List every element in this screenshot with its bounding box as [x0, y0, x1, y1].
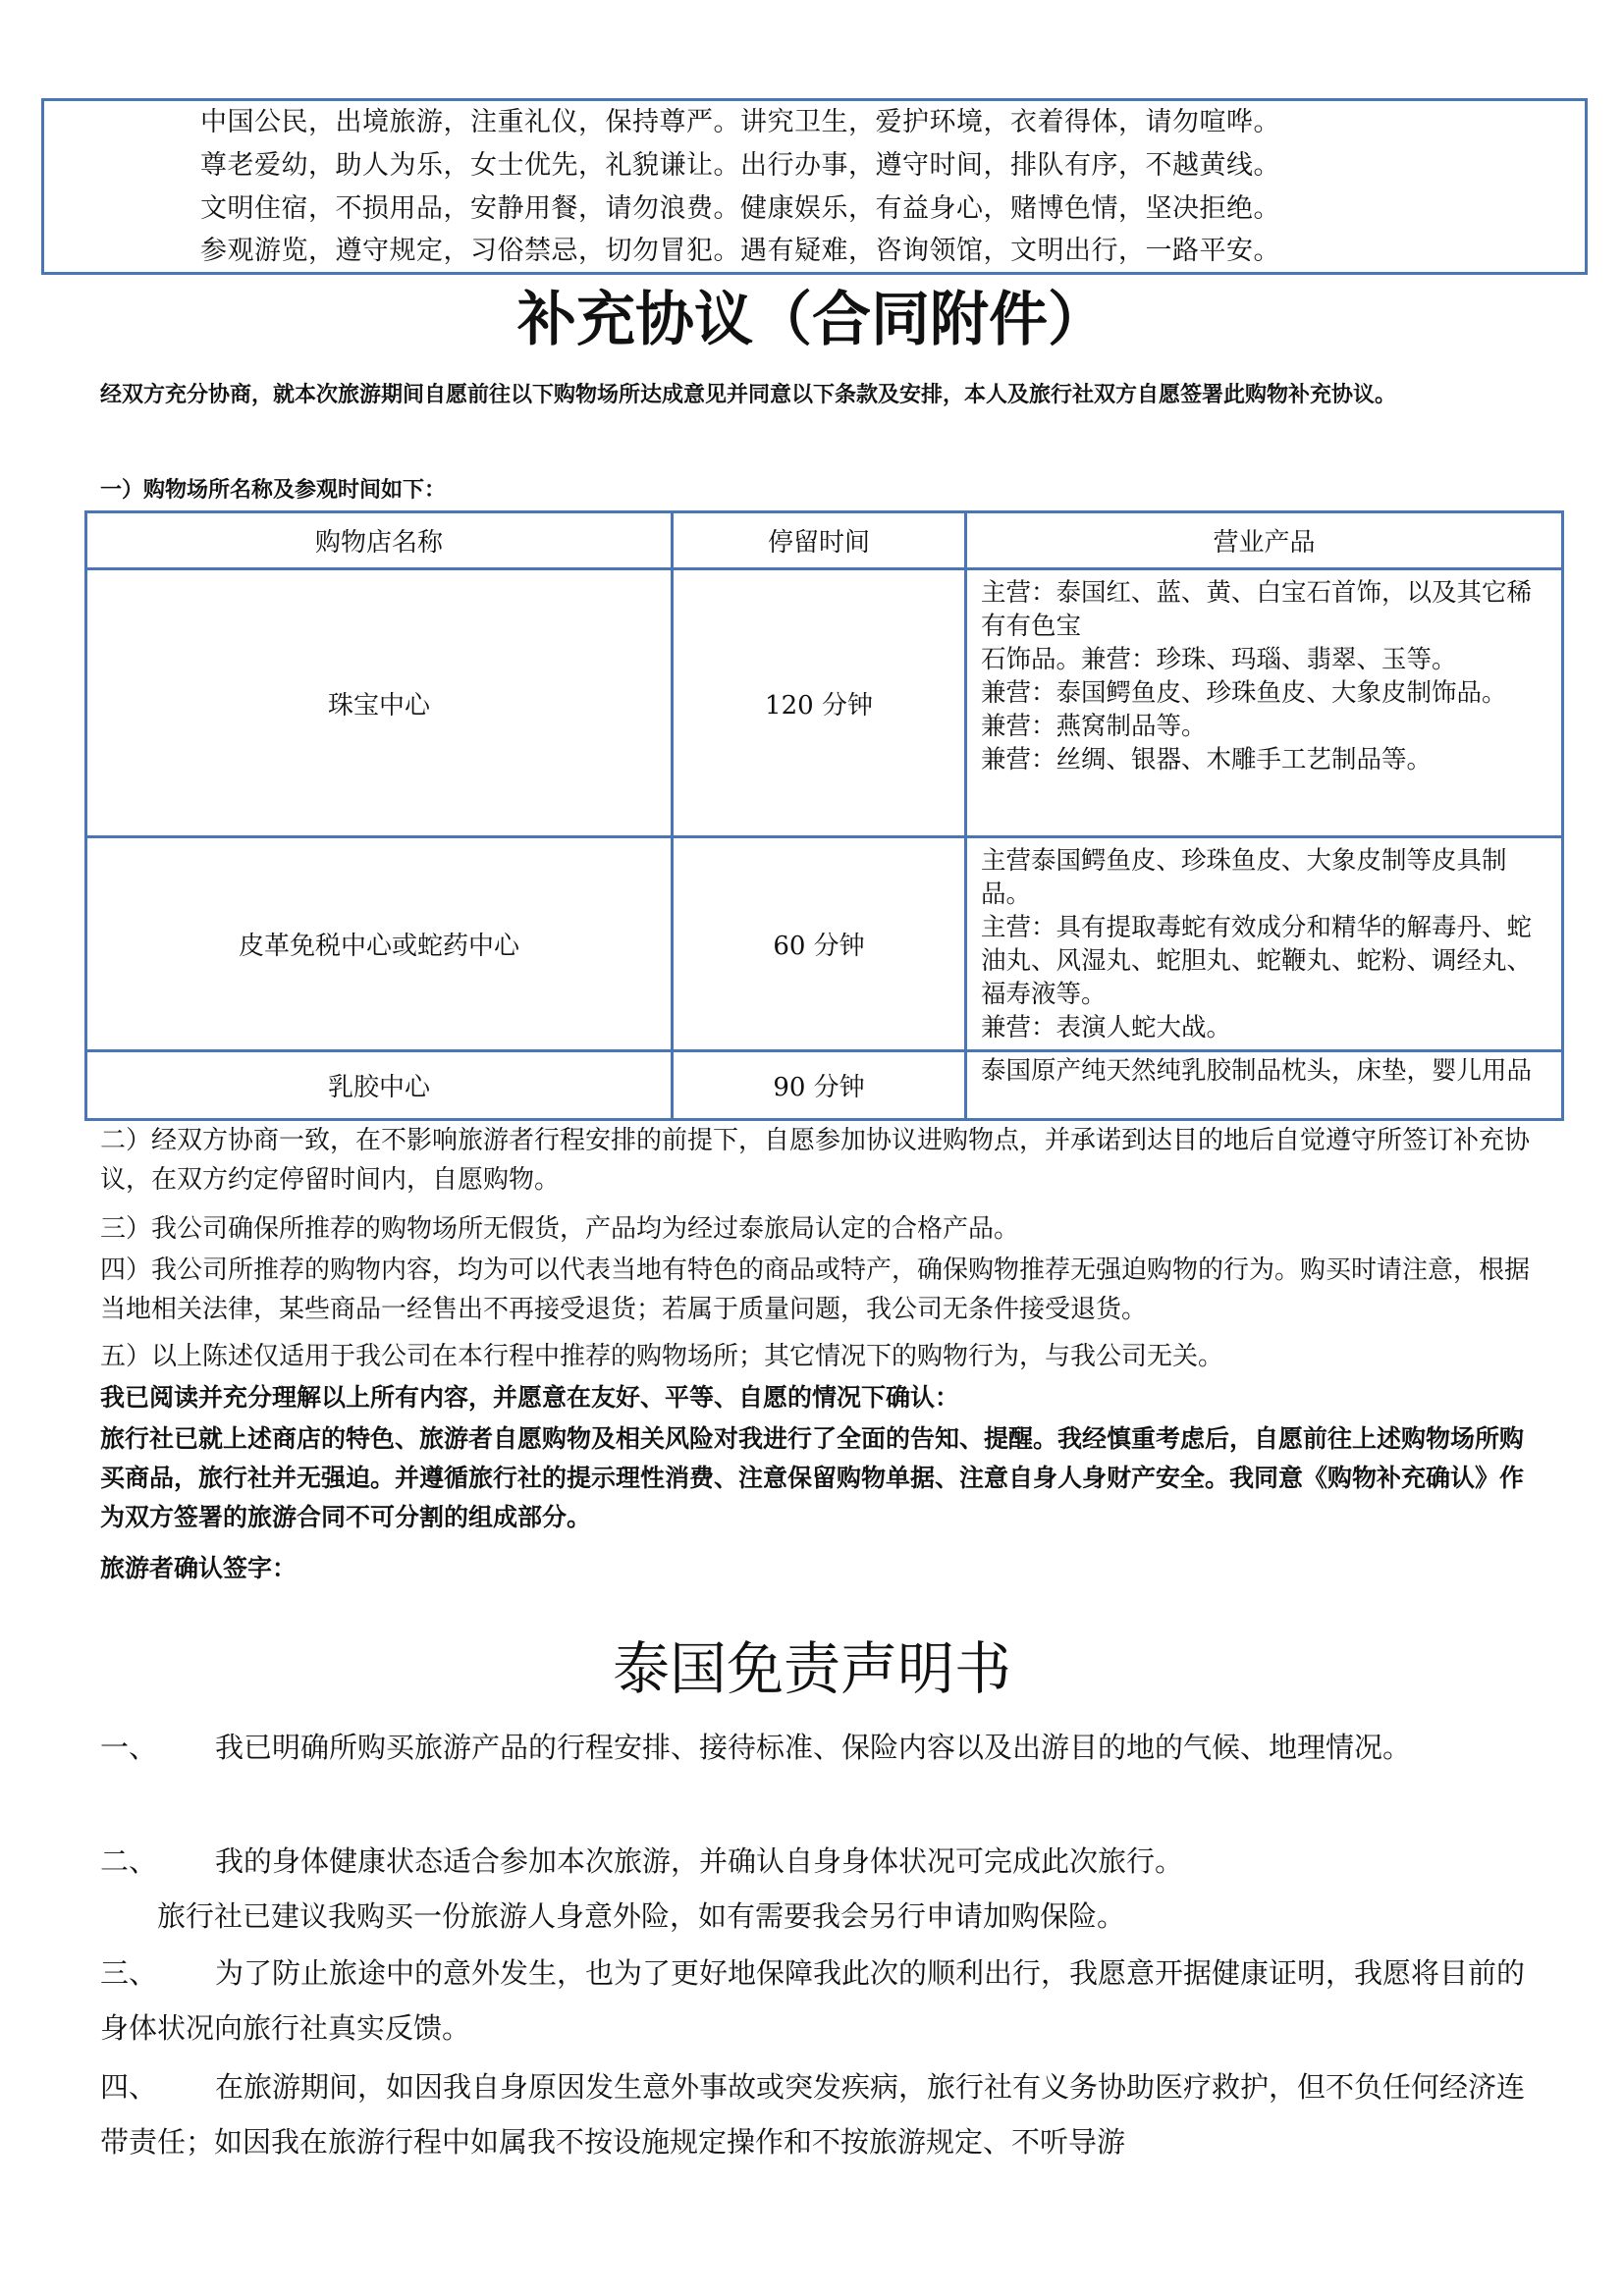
item-number: 二、: [100, 1844, 158, 1878]
product-line: 泰国原产纯天然纯乳胶制品枕头，床垫，婴儿用品: [981, 1056, 1533, 1086]
confirm-body: 旅行社已就上述商店的特色、旅游者自愿购物及相关风险对我进行了全面的告知、提醒。我经慎重考虑后，自愿前往上述购物场所购买商品，旅行社并无强迫。并遵循旅行社的提示理性消费、注意保留购物单据、注意自身人身财产安全。我同意《购物补充确认》作为双方签署的旅游合同不可分割的组成部分。: [100, 1424, 1525, 1531]
product-line: 兼营：泰国鳄鱼皮、珍珠鱼皮、大象皮制饰品。: [981, 678, 1507, 708]
shopping-table: [84, 510, 1564, 1121]
item-number: 四、: [100, 2070, 158, 2104]
item-text: 在旅游期间，如因我自身原因发生意外事故或突发疾病，旅行社有义务协助医疗救护，但不负任何经济连带责任；如因我在旅游行程中如属我不按设施规定操作和不按旅游规定、不听导游: [100, 2070, 1526, 2159]
disclaimer-title: 泰国免责声明书: [612, 1635, 1011, 1702]
confirm-heading: 我已阅读并充分理解以上所有内容，并愿意在友好、平等、自愿的情况下确认：: [100, 1383, 960, 1412]
table-row: [86, 1051, 1563, 1120]
header-shop-name: 购物店名称: [86, 512, 673, 569]
clause-4: 四）我公司所推荐的购物内容，均为可以代表当地有特色的商品或特产，确保购物推荐无强迫购物的行为。购买时请注意，根据当地相关法律，某些商品一经售出不再接受退货；若属于质量问题，我公司无条件接受退货。: [100, 1255, 1531, 1324]
shop-time: 90 分钟: [673, 1051, 966, 1120]
shop-time: 120 分钟: [673, 569, 966, 837]
product-line: 石饰品。兼营：珍珠、玛瑙、翡翠、玉等。: [981, 645, 1457, 674]
disclaimer-item-3: [100, 1946, 1543, 2056]
clause-3: 三）我公司确保所推荐的购物场所无假货，产品均为经过泰旅局认定的合格产品。: [100, 1214, 1020, 1244]
shop-products: [966, 837, 1563, 1051]
disclaimer-item-2: [100, 1834, 1543, 1889]
shop-name: 乳胶中心: [86, 1051, 673, 1120]
header-stay-time: 停留时间: [673, 512, 966, 569]
shop-products: [966, 569, 1563, 837]
table-header-row: [86, 512, 1563, 569]
product-line: 兼营：燕窝制品等。: [981, 712, 1207, 741]
supplement-title: 补充协议（合同附件）: [517, 286, 1107, 354]
item-number: 三、: [100, 1956, 158, 1990]
shop-time: 60 分钟: [673, 837, 966, 1051]
shop-name: 珠宝中心: [86, 569, 673, 837]
civility-line: 文明住宿，不损用品，安静用餐，请勿浪费。健康娱乐，有益身心，赌博色情，坚决拒绝。: [200, 193, 1280, 224]
supplement-intro: 经双方充分协商，就本次旅游期间自愿前往以下购物场所达成意见并同意以下条款及安排，本人及旅行社双方自愿签署此购物补充协议。: [100, 383, 1397, 407]
item-text: 为了防止旅途中的意外发生，也为了更好地保障我此次的顺利出行，我愿意开据健康证明，我愿将目前的身体状况向旅行社真实反馈。: [100, 1956, 1526, 2045]
clause-5: 五）以上陈述仅适用于我公司在本行程中推荐的购物场所；其它情况下的购物行为，与我公司无关。: [100, 1342, 1224, 1371]
item-text: 我的身体健康状态适合参加本次旅游，并确认自身身体状况可完成此次旅行。: [215, 1844, 1184, 1878]
civility-line: 参观游览，遵守规定，习俗禁忌，切勿冒犯。遇有疑难，咨询领馆，文明出行，一路平安。: [200, 236, 1280, 266]
civility-line: 尊老爱幼，助人为乐，女士优先，礼貌谦让。出行办事，遵守时间，排队有序，不越黄线。: [200, 150, 1280, 181]
shop-name: 皮革免税中心或蛇药中心: [86, 837, 673, 1051]
header-products: 营业产品: [966, 512, 1563, 569]
product-line: 主营：泰国红、蓝、黄、白宝石首饰，以及其它稀有有色宝: [981, 578, 1533, 641]
product-line: 主营：具有提取毒蛇有效成分和精华的解毒丹、蛇油丸、风湿丸、蛇胆丸、蛇鞭丸、蛇粉、调经丸、福寿液等。: [981, 913, 1533, 1009]
product-line: 兼营：表演人蛇大战。: [981, 1013, 1232, 1042]
clause-2: 二）经双方协商一致，在不影响旅游者行程安排的前提下，自愿参加协议进购物点，并承诺到达目的地后自觉遵守所签订补充协议，在双方约定停留时间内，自愿购物。: [100, 1126, 1531, 1195]
signature-label: 旅游者确认签字：: [100, 1554, 298, 1582]
disclaimer-item-1: [100, 1720, 1543, 1775]
shop-products: [966, 1051, 1563, 1120]
section1-heading: 一）购物场所名称及参观时间如下：: [100, 478, 447, 503]
disclaimer-insurance-line: 旅行社已建议我购买一份旅游人身意外险，如有需要我会另行申请加购保险。: [157, 1899, 1126, 1933]
table-row: [86, 837, 1563, 1051]
product-line: 兼营：丝绸、银器、木雕手工艺制品等。: [981, 745, 1433, 774]
item-number: 一、: [100, 1731, 158, 1764]
product-line: 主营泰国鳄鱼皮、珍珠鱼皮、大象皮制等皮具制品。: [981, 846, 1507, 909]
civility-line: 中国公民，出境旅游，注重礼仪，保持尊严。讲究卫生，爱护环境，衣着得体，请勿喧哗。: [200, 107, 1280, 137]
table-row: [86, 569, 1563, 837]
item-text: 我已明确所购买旅游产品的行程安排、接待标准、保险内容以及出游目的地的气候、地理情况。: [215, 1731, 1412, 1764]
disclaimer-item-4: [100, 2059, 1543, 2169]
